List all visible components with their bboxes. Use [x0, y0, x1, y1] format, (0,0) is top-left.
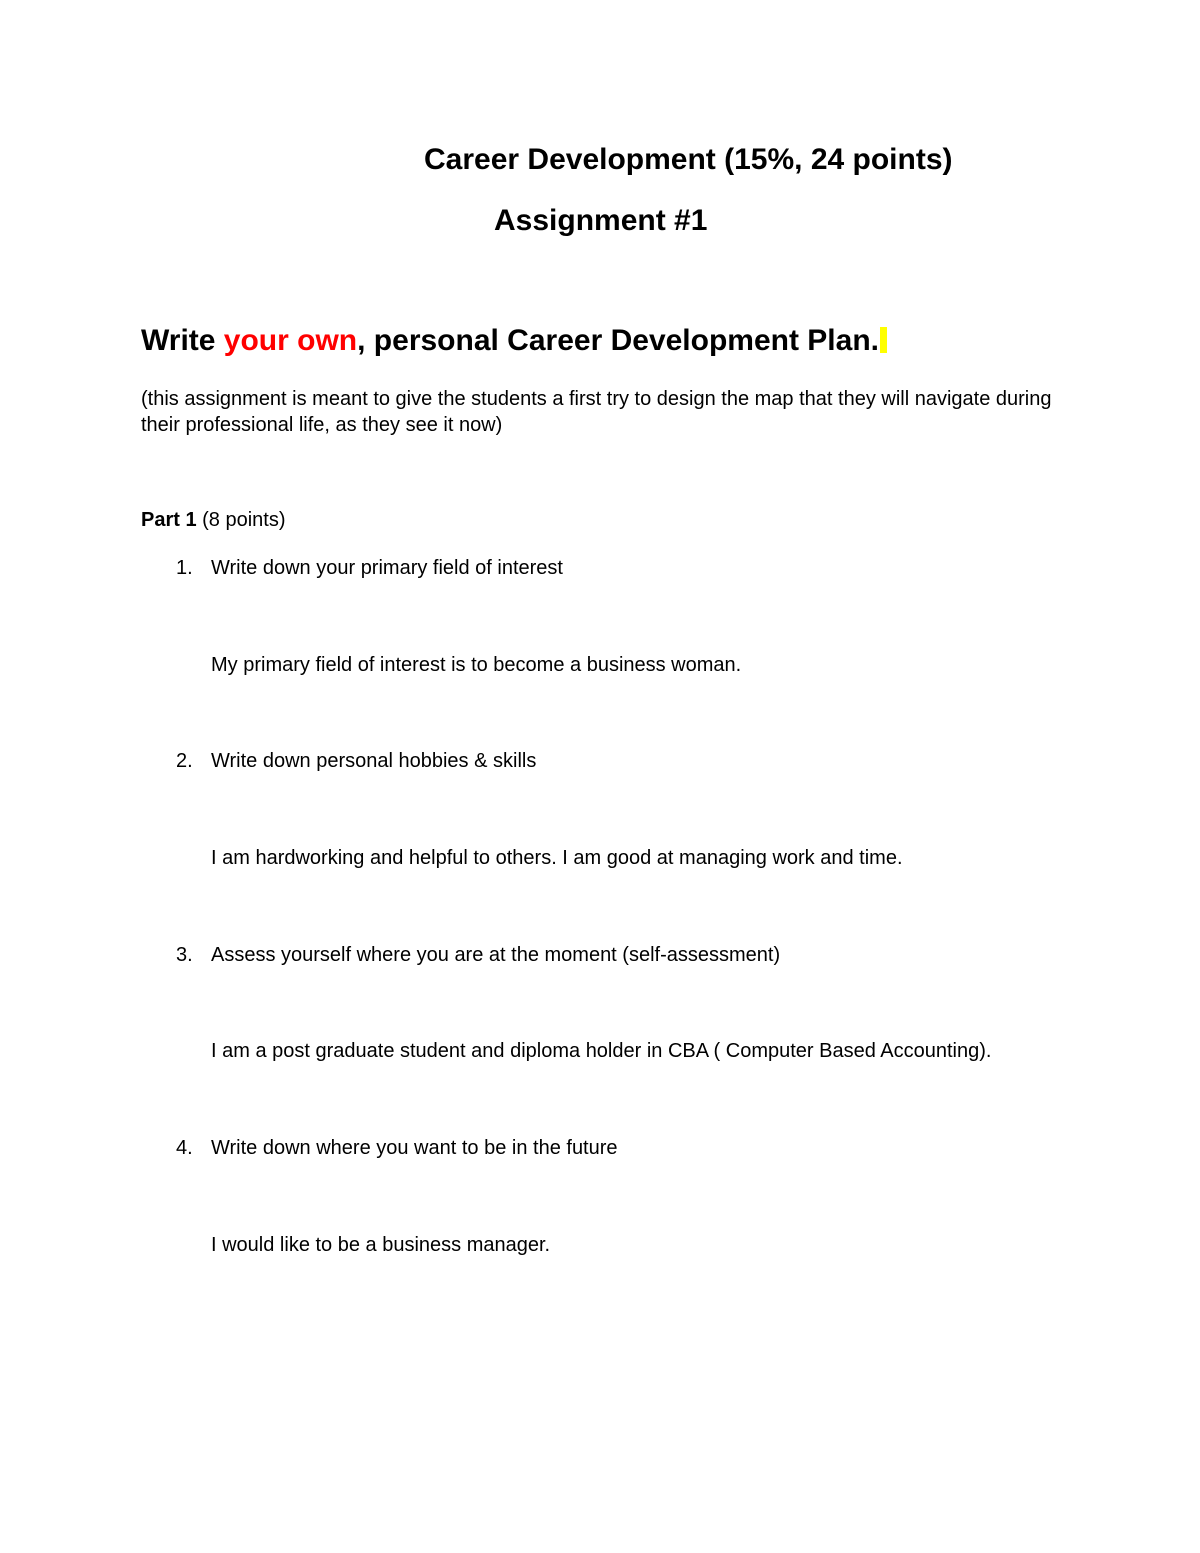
- question-item: [176, 751, 536, 771]
- heading-emphasis: your own: [223, 324, 358, 357]
- part-heading: [141, 510, 286, 530]
- answer-text: I am hardworking and helpful to others. I am good at managing work and time.: [211, 847, 903, 869]
- question-item: [176, 1138, 618, 1158]
- question-number: 3.: [176, 944, 193, 966]
- answer-text: I would like to be a business manager.: [211, 1234, 551, 1256]
- part-points: (8 points): [196, 509, 286, 531]
- question-item: [176, 945, 780, 965]
- question-text: Write down your primary field of interest: [211, 557, 563, 579]
- question-number: 4.: [176, 1137, 193, 1159]
- answer-text: My primary field of interest is to become a business woman.: [211, 654, 742, 676]
- question-item: [176, 558, 563, 578]
- question-number: 1.: [176, 557, 193, 579]
- answer-text: I am a post graduate student and diploma holder in CBA ( Computer Based Accounting).: [211, 1040, 992, 1062]
- part-label: Part 1: [141, 509, 197, 531]
- question-text: Write down personal hobbies & skills: [211, 750, 537, 772]
- text-cursor-highlight: [880, 327, 887, 353]
- assignment-note: (this assignment is meant to give the students a first try to design the map that they will navigate during their professional life, as they see it now): [141, 388, 1052, 436]
- heading-text-end: , personal Career Development Plan.: [357, 324, 879, 357]
- assignment-title: Assignment #1: [494, 204, 708, 237]
- main-heading: [141, 326, 887, 356]
- heading-text-start: Write: [141, 324, 224, 357]
- question-number: 2.: [176, 750, 193, 772]
- document-title: Career Development (15%, 24 points): [424, 143, 953, 176]
- question-text: Assess yourself where you are at the moment (self-assessment): [211, 944, 781, 966]
- question-text: Write down where you want to be in the future: [211, 1137, 618, 1159]
